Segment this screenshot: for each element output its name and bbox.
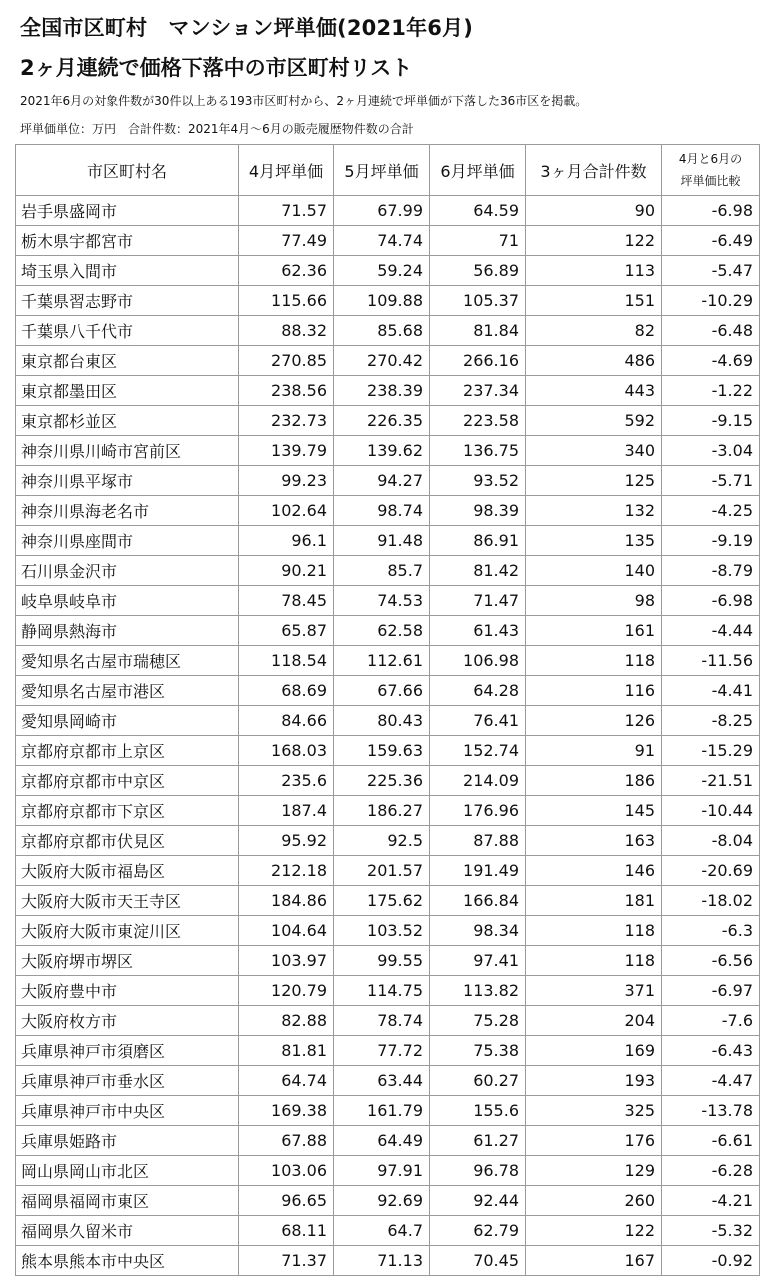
cell-municipality: 石川県金沢市 — [16, 556, 239, 586]
cell-price-diff: -0.92 — [662, 1246, 760, 1276]
cell-price-diff: -20.69 — [662, 856, 760, 886]
cell-april-price: 77.49 — [239, 226, 334, 256]
table-row — [16, 796, 760, 826]
cell-price-diff: -6.28 — [662, 1156, 760, 1186]
cell-june-price: 96.78 — [430, 1156, 526, 1186]
cell-price-diff: -13.78 — [662, 1096, 760, 1126]
table-row — [16, 1066, 760, 1096]
cell-price-diff: -4.41 — [662, 676, 760, 706]
header-price-comparison — [662, 145, 760, 196]
cell-price-diff: -6.43 — [662, 1036, 760, 1066]
cell-may-price: 186.27 — [334, 796, 430, 826]
cell-total-count: 146 — [526, 856, 662, 886]
cell-total-count: 592 — [526, 406, 662, 436]
table-row — [16, 766, 760, 796]
cell-municipality: 東京都墨田区 — [16, 376, 239, 406]
cell-municipality: 兵庫県神戸市垂水区 — [16, 1066, 239, 1096]
description-text: 2021年6月の対象件数が30件以上ある193市区町村から、2ヶ月連続で坪単価が下落した36市区を掲載。 — [20, 94, 588, 108]
cell-municipality: 京都府京都市上京区 — [16, 736, 239, 766]
cell-price-diff: -8.04 — [662, 826, 760, 856]
cell-april-price: 235.6 — [239, 766, 334, 796]
cell-april-price: 68.11 — [239, 1216, 334, 1246]
cell-may-price: 85.68 — [334, 316, 430, 346]
table-header-row — [16, 145, 760, 196]
table-row — [16, 1246, 760, 1276]
cell-may-price: 238.39 — [334, 376, 430, 406]
cell-may-price: 97.91 — [334, 1156, 430, 1186]
cell-may-price: 94.27 — [334, 466, 430, 496]
table-row — [16, 916, 760, 946]
cell-april-price: 232.73 — [239, 406, 334, 436]
cell-price-diff: -18.02 — [662, 886, 760, 916]
cell-may-price: 74.53 — [334, 586, 430, 616]
cell-municipality: 神奈川県座間市 — [16, 526, 239, 556]
cell-price-diff: -3.04 — [662, 436, 760, 466]
cell-april-price: 68.69 — [239, 676, 334, 706]
cell-municipality: 愛知県岡崎市 — [16, 706, 239, 736]
cell-june-price: 61.43 — [430, 616, 526, 646]
cell-total-count: 167 — [526, 1246, 662, 1276]
cell-june-price: 64.28 — [430, 676, 526, 706]
cell-price-diff: -4.21 — [662, 1186, 760, 1216]
cell-april-price: 118.54 — [239, 646, 334, 676]
cell-april-price: 103.06 — [239, 1156, 334, 1186]
cell-june-price: 75.38 — [430, 1036, 526, 1066]
cell-may-price: 92.5 — [334, 826, 430, 856]
cell-may-price: 77.72 — [334, 1036, 430, 1066]
cell-price-diff: -21.51 — [662, 766, 760, 796]
cell-may-price: 67.99 — [334, 196, 430, 226]
table-row — [16, 346, 760, 376]
cell-municipality: 東京都台東区 — [16, 346, 239, 376]
cell-price-diff: -6.49 — [662, 226, 760, 256]
cell-municipality: 神奈川県海老名市 — [16, 496, 239, 526]
cell-municipality: 熊本県熊本市中央区 — [16, 1246, 239, 1276]
cell-may-price: 225.36 — [334, 766, 430, 796]
cell-june-price: 166.84 — [430, 886, 526, 916]
cell-total-count: 186 — [526, 766, 662, 796]
cell-total-count: 151 — [526, 286, 662, 316]
table-row — [16, 556, 760, 586]
cell-municipality: 岐阜県岐阜市 — [16, 586, 239, 616]
cell-june-price: 76.41 — [430, 706, 526, 736]
cell-june-price: 71 — [430, 226, 526, 256]
cell-april-price: 270.85 — [239, 346, 334, 376]
cell-april-price: 96.65 — [239, 1186, 334, 1216]
cell-price-diff: -5.47 — [662, 256, 760, 286]
table-row — [16, 1126, 760, 1156]
cell-total-count: 169 — [526, 1036, 662, 1066]
cell-municipality: 埼玉県入間市 — [16, 256, 239, 286]
cell-total-count: 129 — [526, 1156, 662, 1186]
cell-april-price: 169.38 — [239, 1096, 334, 1126]
cell-price-diff: -9.15 — [662, 406, 760, 436]
table-row — [16, 496, 760, 526]
cell-total-count: 122 — [526, 1216, 662, 1246]
cell-june-price: 87.88 — [430, 826, 526, 856]
cell-municipality: 静岡県熱海市 — [16, 616, 239, 646]
cell-municipality: 兵庫県神戸市須磨区 — [16, 1036, 239, 1066]
cell-june-price: 155.6 — [430, 1096, 526, 1126]
cell-municipality: 兵庫県神戸市中央区 — [16, 1096, 239, 1126]
cell-price-diff: -6.98 — [662, 586, 760, 616]
cell-municipality: 大阪府豊中市 — [16, 976, 239, 1006]
cell-june-price: 191.49 — [430, 856, 526, 886]
cell-price-diff: -6.98 — [662, 196, 760, 226]
table-row — [16, 646, 760, 676]
cell-april-price: 71.57 — [239, 196, 334, 226]
cell-price-diff: -4.47 — [662, 1066, 760, 1096]
cell-total-count: 176 — [526, 1126, 662, 1156]
cell-total-count: 90 — [526, 196, 662, 226]
cell-price-diff: -9.19 — [662, 526, 760, 556]
header-june-price: 6月坪単価 — [430, 145, 526, 196]
cell-municipality: 大阪府大阪市福島区 — [16, 856, 239, 886]
cell-june-price: 214.09 — [430, 766, 526, 796]
cell-municipality: 大阪府大阪市東淀川区 — [16, 916, 239, 946]
cell-total-count: 193 — [526, 1066, 662, 1096]
table-row — [16, 1006, 760, 1036]
cell-total-count: 260 — [526, 1186, 662, 1216]
cell-may-price: 67.66 — [334, 676, 430, 706]
price-table — [15, 144, 760, 1276]
cell-april-price: 78.45 — [239, 586, 334, 616]
cell-municipality: 大阪府堺市堺区 — [16, 946, 239, 976]
cell-june-price: 71.47 — [430, 586, 526, 616]
cell-price-diff: -6.3 — [662, 916, 760, 946]
cell-total-count: 135 — [526, 526, 662, 556]
cell-june-price: 223.58 — [430, 406, 526, 436]
table-row — [16, 1186, 760, 1216]
cell-total-count: 132 — [526, 496, 662, 526]
cell-total-count: 122 — [526, 226, 662, 256]
cell-total-count: 371 — [526, 976, 662, 1006]
cell-june-price: 266.16 — [430, 346, 526, 376]
table-row — [16, 736, 760, 766]
cell-total-count: 126 — [526, 706, 662, 736]
cell-april-price: 115.66 — [239, 286, 334, 316]
cell-april-price: 102.64 — [239, 496, 334, 526]
cell-april-price: 187.4 — [239, 796, 334, 826]
cell-june-price: 113.82 — [430, 976, 526, 1006]
cell-total-count: 91 — [526, 736, 662, 766]
cell-april-price: 65.87 — [239, 616, 334, 646]
cell-municipality: 岩手県盛岡市 — [16, 196, 239, 226]
cell-june-price: 86.91 — [430, 526, 526, 556]
cell-april-price: 212.18 — [239, 856, 334, 886]
cell-municipality: 千葉県習志野市 — [16, 286, 239, 316]
cell-municipality: 愛知県名古屋市港区 — [16, 676, 239, 706]
cell-municipality: 兵庫県姫路市 — [16, 1126, 239, 1156]
table-row — [16, 226, 760, 256]
cell-may-price: 64.7 — [334, 1216, 430, 1246]
cell-may-price: 91.48 — [334, 526, 430, 556]
cell-april-price: 168.03 — [239, 736, 334, 766]
table-row — [16, 376, 760, 406]
header-may-price: 5月坪単価 — [334, 145, 430, 196]
cell-april-price: 90.21 — [239, 556, 334, 586]
cell-may-price: 85.7 — [334, 556, 430, 586]
cell-may-price: 109.88 — [334, 286, 430, 316]
cell-municipality: 京都府京都市中京区 — [16, 766, 239, 796]
cell-june-price: 98.34 — [430, 916, 526, 946]
cell-price-diff: -8.25 — [662, 706, 760, 736]
cell-price-diff: -8.79 — [662, 556, 760, 586]
cell-price-diff: -11.56 — [662, 646, 760, 676]
cell-may-price: 114.75 — [334, 976, 430, 1006]
cell-april-price: 238.56 — [239, 376, 334, 406]
cell-municipality: 岡山県岡山市北区 — [16, 1156, 239, 1186]
cell-may-price: 159.63 — [334, 736, 430, 766]
cell-april-price: 95.92 — [239, 826, 334, 856]
cell-total-count: 140 — [526, 556, 662, 586]
cell-april-price: 96.1 — [239, 526, 334, 556]
cell-april-price: 184.86 — [239, 886, 334, 916]
cell-total-count: 443 — [526, 376, 662, 406]
cell-june-price: 97.41 — [430, 946, 526, 976]
cell-municipality: 愛知県名古屋市瑞穂区 — [16, 646, 239, 676]
cell-may-price: 92.69 — [334, 1186, 430, 1216]
cell-april-price: 120.79 — [239, 976, 334, 1006]
table-row — [16, 316, 760, 346]
cell-total-count: 145 — [526, 796, 662, 826]
cell-total-count: 118 — [526, 646, 662, 676]
cell-may-price: 62.58 — [334, 616, 430, 646]
cell-total-count: 82 — [526, 316, 662, 346]
cell-june-price: 62.79 — [430, 1216, 526, 1246]
cell-price-diff: -4.44 — [662, 616, 760, 646]
table-row — [16, 1156, 760, 1186]
cell-total-count: 125 — [526, 466, 662, 496]
cell-price-diff: -1.22 — [662, 376, 760, 406]
cell-april-price: 62.36 — [239, 256, 334, 286]
cell-june-price: 237.34 — [430, 376, 526, 406]
table-row — [16, 196, 760, 226]
cell-price-diff: -4.69 — [662, 346, 760, 376]
cell-may-price: 175.62 — [334, 886, 430, 916]
table-row — [16, 286, 760, 316]
cell-may-price: 161.79 — [334, 1096, 430, 1126]
cell-may-price: 74.74 — [334, 226, 430, 256]
table-row — [16, 1096, 760, 1126]
cell-april-price: 71.37 — [239, 1246, 334, 1276]
cell-price-diff: -10.44 — [662, 796, 760, 826]
cell-total-count: 181 — [526, 886, 662, 916]
cell-may-price: 98.74 — [334, 496, 430, 526]
cell-municipality: 栃木県宇都宮市 — [16, 226, 239, 256]
cell-april-price: 64.74 — [239, 1066, 334, 1096]
page-subtitle: 2ヶ月連続で価格下落中の市区町村リスト — [20, 56, 413, 80]
cell-total-count: 486 — [526, 346, 662, 376]
cell-price-diff: -10.29 — [662, 286, 760, 316]
cell-municipality: 神奈川県平塚市 — [16, 466, 239, 496]
cell-total-count: 118 — [526, 946, 662, 976]
cell-june-price: 61.27 — [430, 1126, 526, 1156]
cell-municipality: 大阪府大阪市天王寺区 — [16, 886, 239, 916]
cell-municipality: 京都府京都市伏見区 — [16, 826, 239, 856]
cell-april-price: 99.23 — [239, 466, 334, 496]
page-title: 全国市区町村 マンション坪単価(2021年6月) — [20, 16, 474, 40]
cell-municipality: 福岡県福岡市東区 — [16, 1186, 239, 1216]
cell-may-price: 112.61 — [334, 646, 430, 676]
cell-june-price: 106.98 — [430, 646, 526, 676]
cell-june-price: 56.89 — [430, 256, 526, 286]
cell-june-price: 152.74 — [430, 736, 526, 766]
cell-municipality: 京都府京都市下京区 — [16, 796, 239, 826]
cell-may-price: 71.13 — [334, 1246, 430, 1276]
cell-may-price: 78.74 — [334, 1006, 430, 1036]
cell-price-diff: -6.56 — [662, 946, 760, 976]
header-total-count: 3ヶ月合計件数 — [526, 145, 662, 196]
cell-may-price: 139.62 — [334, 436, 430, 466]
cell-municipality: 福岡県久留米市 — [16, 1216, 239, 1246]
table-row — [16, 256, 760, 286]
table-row — [16, 886, 760, 916]
table-row — [16, 526, 760, 556]
cell-price-diff: -7.6 — [662, 1006, 760, 1036]
cell-may-price: 226.35 — [334, 406, 430, 436]
table-row — [16, 586, 760, 616]
header-comparison-line1: 4月と6月の — [678, 152, 743, 166]
table-row — [16, 1036, 760, 1066]
cell-june-price: 64.59 — [430, 196, 526, 226]
cell-total-count: 116 — [526, 676, 662, 706]
table-row — [16, 676, 760, 706]
cell-may-price: 103.52 — [334, 916, 430, 946]
unit-note: 坪単価単位：万円 合計件数：2021年4月～6月の販売履歴物件数の合計 — [20, 122, 414, 136]
cell-may-price: 63.44 — [334, 1066, 430, 1096]
cell-may-price: 64.49 — [334, 1126, 430, 1156]
cell-total-count: 204 — [526, 1006, 662, 1036]
cell-total-count: 113 — [526, 256, 662, 286]
cell-april-price: 104.64 — [239, 916, 334, 946]
table-row — [16, 946, 760, 976]
cell-may-price: 99.55 — [334, 946, 430, 976]
cell-june-price: 70.45 — [430, 1246, 526, 1276]
table-row — [16, 406, 760, 436]
cell-price-diff: -15.29 — [662, 736, 760, 766]
cell-price-diff: -6.61 — [662, 1126, 760, 1156]
cell-total-count: 325 — [526, 1096, 662, 1126]
cell-municipality: 東京都杉並区 — [16, 406, 239, 436]
cell-total-count: 161 — [526, 616, 662, 646]
cell-may-price: 201.57 — [334, 856, 430, 886]
cell-total-count: 163 — [526, 826, 662, 856]
cell-june-price: 60.27 — [430, 1066, 526, 1096]
header-comparison-line2: 坪単価比較 — [680, 174, 741, 188]
cell-june-price: 75.28 — [430, 1006, 526, 1036]
cell-april-price: 103.97 — [239, 946, 334, 976]
cell-april-price: 84.66 — [239, 706, 334, 736]
cell-april-price: 88.32 — [239, 316, 334, 346]
cell-june-price: 98.39 — [430, 496, 526, 526]
table-body — [16, 196, 760, 1276]
cell-municipality: 神奈川県川崎市宮前区 — [16, 436, 239, 466]
cell-price-diff: -5.32 — [662, 1216, 760, 1246]
cell-price-diff: -5.71 — [662, 466, 760, 496]
cell-price-diff: -4.25 — [662, 496, 760, 526]
table-row — [16, 1216, 760, 1246]
table-row — [16, 826, 760, 856]
cell-june-price: 93.52 — [430, 466, 526, 496]
cell-price-diff: -6.97 — [662, 976, 760, 1006]
cell-june-price: 92.44 — [430, 1186, 526, 1216]
table-row — [16, 616, 760, 646]
table-row — [16, 436, 760, 466]
cell-total-count: 98 — [526, 586, 662, 616]
table-row — [16, 706, 760, 736]
table-row — [16, 466, 760, 496]
cell-june-price: 176.96 — [430, 796, 526, 826]
cell-may-price: 59.24 — [334, 256, 430, 286]
cell-total-count: 340 — [526, 436, 662, 466]
cell-municipality: 大阪府枚方市 — [16, 1006, 239, 1036]
table-row — [16, 856, 760, 886]
cell-total-count: 118 — [526, 916, 662, 946]
cell-april-price: 139.79 — [239, 436, 334, 466]
cell-price-diff: -6.48 — [662, 316, 760, 346]
cell-april-price: 67.88 — [239, 1126, 334, 1156]
cell-may-price: 270.42 — [334, 346, 430, 376]
cell-may-price: 80.43 — [334, 706, 430, 736]
table-row — [16, 976, 760, 1006]
header-municipality: 市区町村名 — [16, 145, 239, 196]
header-april-price: 4月坪単価 — [239, 145, 334, 196]
cell-june-price: 81.84 — [430, 316, 526, 346]
cell-june-price: 105.37 — [430, 286, 526, 316]
cell-april-price: 81.81 — [239, 1036, 334, 1066]
cell-april-price: 82.88 — [239, 1006, 334, 1036]
cell-june-price: 81.42 — [430, 556, 526, 586]
cell-municipality: 千葉県八千代市 — [16, 316, 239, 346]
cell-june-price: 136.75 — [430, 436, 526, 466]
